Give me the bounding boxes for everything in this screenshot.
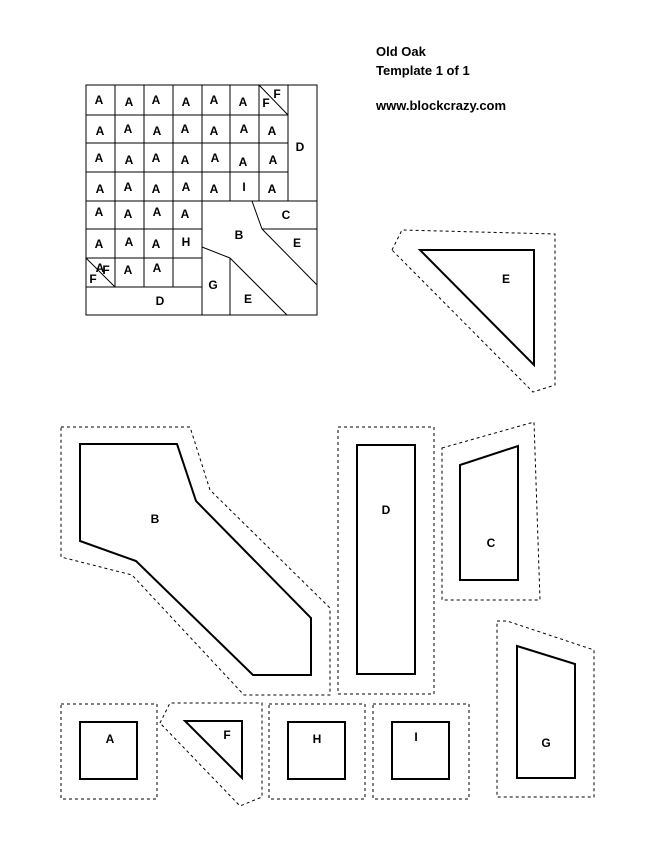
template-i <box>373 704 469 799</box>
block-cell-label: A <box>267 124 277 138</box>
block-label-e: E <box>243 292 253 306</box>
template-g-cut-line <box>497 621 594 797</box>
block-cell-label: A <box>152 261 162 275</box>
block-cell-label: A <box>267 182 277 196</box>
block-cell-label: A <box>209 93 219 107</box>
template-f-label: F <box>223 728 231 742</box>
block-cell-label: A <box>180 207 190 221</box>
block-label-f: F <box>273 87 281 101</box>
template-a <box>61 704 157 799</box>
block-cell-label: A <box>94 93 104 107</box>
template-i-shape <box>392 722 449 779</box>
template-i-cut-line <box>373 704 469 799</box>
template-c <box>442 422 540 600</box>
block-cell-label: A <box>94 205 104 219</box>
block-label-f: F <box>102 263 110 277</box>
block-cell-label: A <box>123 263 133 277</box>
block-label-b: B <box>234 228 244 242</box>
block-cell-label: A <box>239 122 249 136</box>
template-d-shape <box>357 445 415 674</box>
block-cell-label: A <box>180 122 190 136</box>
block-cell-label: A <box>95 124 105 138</box>
template-b <box>61 427 330 695</box>
template-e-shape <box>420 250 534 365</box>
block-label-f: F <box>262 96 270 110</box>
block-label-d: D <box>295 140 305 154</box>
block-cell-label: A <box>124 95 134 109</box>
block-cell-label: A <box>123 122 133 136</box>
block-cell-label: A <box>209 182 219 196</box>
block-label-f: F <box>89 272 97 286</box>
block-cell-label: A <box>152 205 162 219</box>
block-cell-label: A <box>210 151 220 165</box>
template-a-shape <box>80 722 137 779</box>
block-cell-label: A <box>151 182 161 196</box>
template-h-cut-line <box>269 704 365 799</box>
template-h-label: H <box>312 732 322 746</box>
template-a-label: A <box>105 732 115 746</box>
block-cell-label: A <box>95 182 105 196</box>
page-subtitle: Template 1 of 1 <box>376 63 470 78</box>
template-g <box>497 621 594 797</box>
template-f-shape <box>185 721 242 778</box>
block-cell-label: A <box>151 237 161 251</box>
block-cell-label: A <box>94 151 104 165</box>
block-cell-label: A <box>151 151 161 165</box>
block-cell-label: A <box>180 153 190 167</box>
template-c-shape <box>460 446 518 580</box>
block-cell-label: A <box>181 180 191 194</box>
page-title: Old Oak <box>376 44 426 59</box>
block-cell-label: I <box>242 180 246 194</box>
block-grid-lines <box>86 85 317 315</box>
website-link[interactable]: www.blockcrazy.com <box>376 98 507 113</box>
block-cell-label: A <box>95 261 105 275</box>
block-cell-label: A <box>123 207 133 221</box>
template-e-cut-line <box>392 230 555 392</box>
block-cell-label: A <box>238 155 248 169</box>
block-cell-label: A <box>123 180 133 194</box>
template-b-shape <box>80 444 311 675</box>
template-b-cut-line <box>61 427 330 695</box>
template-b-label: B <box>150 512 160 526</box>
template-c-cut-line <box>442 422 540 600</box>
template-g-shape <box>517 646 575 778</box>
block-a-labels <box>95 93 278 277</box>
block-cell-label: A <box>181 95 191 109</box>
block-diagram <box>86 85 317 315</box>
block-cell-label: A <box>124 235 134 249</box>
template-c-label: C <box>486 536 496 550</box>
template-i-label: I <box>414 730 418 744</box>
template-g-label: G <box>541 736 551 750</box>
template-f <box>160 703 262 806</box>
template-d <box>338 427 434 694</box>
template-h-shape <box>288 722 345 779</box>
block-cell-label: A <box>94 237 104 251</box>
template-d-cut-line <box>338 427 434 694</box>
template-a-cut-line <box>61 704 157 799</box>
block-cell-label: A <box>124 153 134 167</box>
block-cell-label: A <box>152 124 162 138</box>
block-label-c: C <box>281 208 291 222</box>
block-label-d: D <box>155 294 165 308</box>
template-d-label: D <box>381 503 391 517</box>
template-f-cut-line <box>160 703 262 806</box>
block-cell-label: A <box>268 153 278 167</box>
block-cell-label: A <box>209 124 219 138</box>
block-label-e: E <box>292 236 302 250</box>
template-e <box>392 230 555 392</box>
template-e-label: E <box>501 272 511 286</box>
template-h <box>269 704 365 799</box>
block-label-g: G <box>208 278 218 292</box>
block-cell-label: H <box>181 235 191 249</box>
block-cell-label: A <box>151 93 161 107</box>
block-cell-label: A <box>238 95 248 109</box>
